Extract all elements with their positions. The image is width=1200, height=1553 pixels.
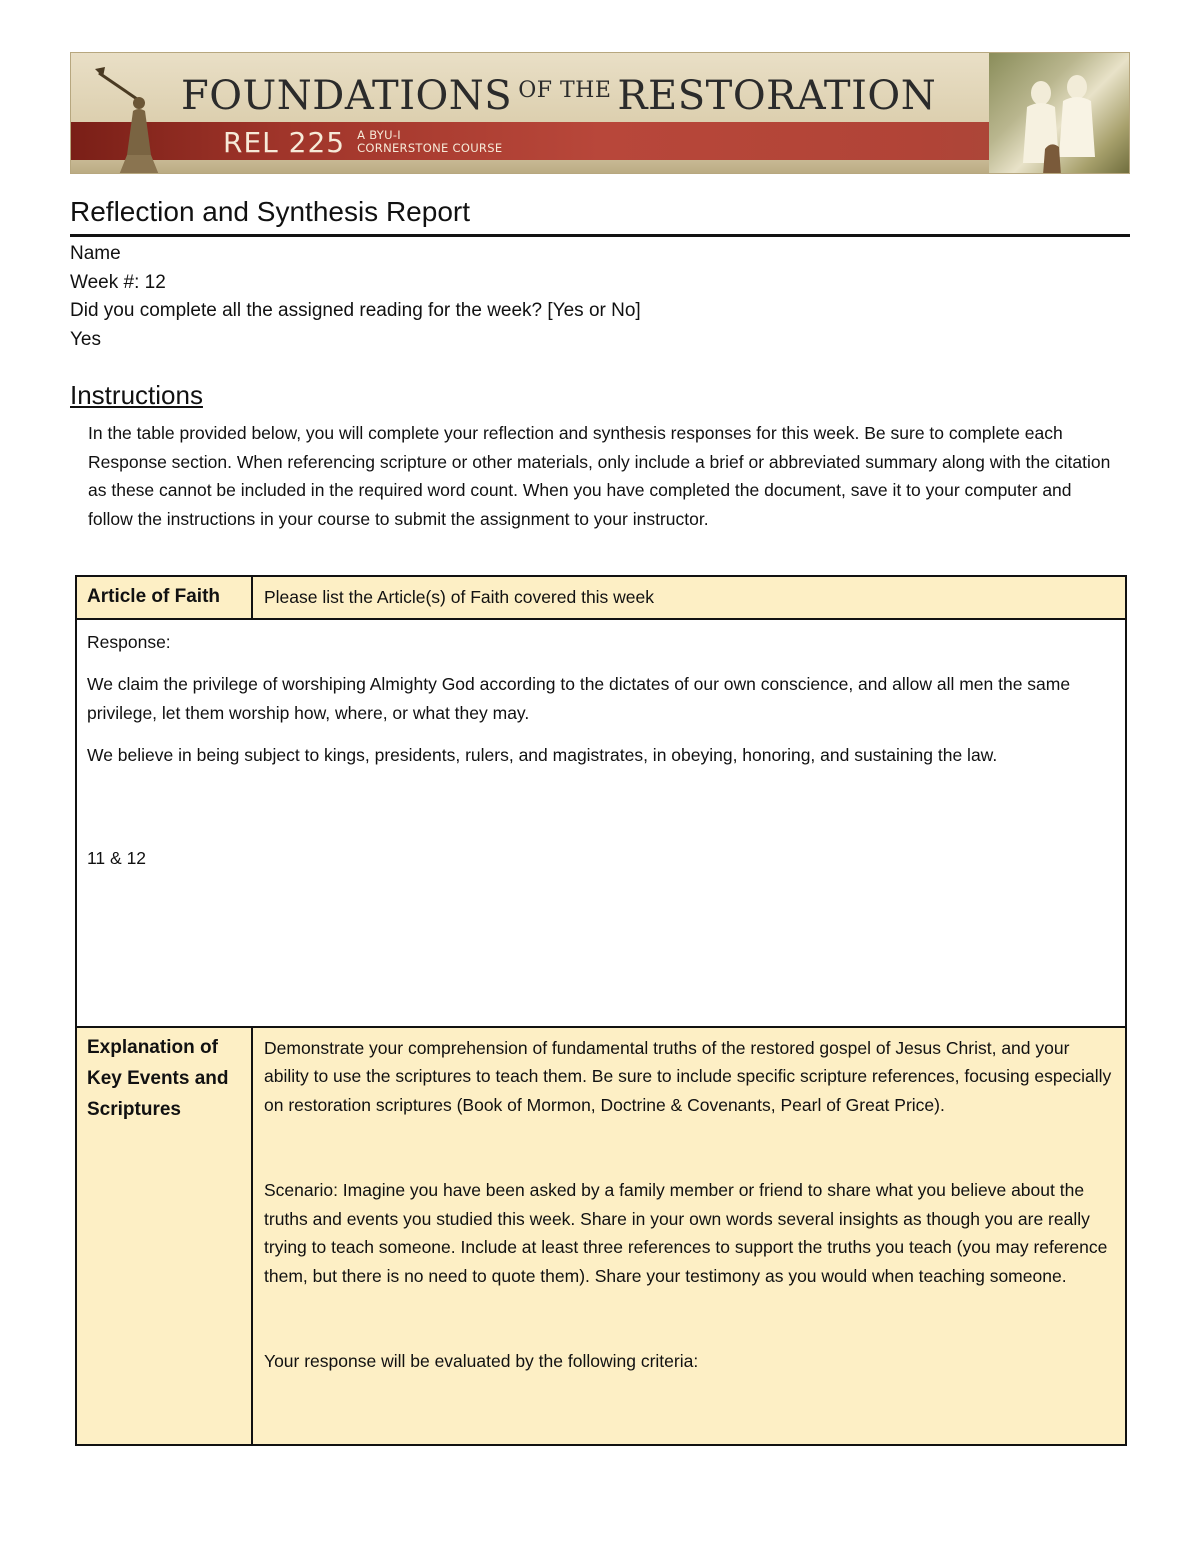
response-label: Response: bbox=[87, 631, 171, 652]
name-field[interactable]: Name bbox=[70, 243, 121, 264]
article-prompt: Please list the Article(s) of Faith covered this week bbox=[252, 576, 1126, 619]
banner-title bbox=[181, 73, 936, 117]
report-table bbox=[75, 575, 1127, 1446]
banner-title-foundations: FOUNDATIONS bbox=[181, 73, 513, 119]
explanation-row bbox=[76, 1027, 1126, 1445]
course-subtitle bbox=[357, 129, 502, 155]
explanation-criteria: Your response will be evaluated by the following criteria: bbox=[264, 1351, 699, 1371]
instructions-heading: Instructions bbox=[70, 380, 203, 410]
response-cell[interactable] bbox=[76, 619, 1126, 1027]
response-row bbox=[76, 619, 1126, 1027]
course-banner bbox=[70, 52, 1130, 174]
response-paragraph-1: We claim the privilege of worshiping Almighty God according to the dictates of our own conscience, and allow all men the same privilege, let them worship how, where, or what they may. bbox=[87, 674, 1071, 723]
article-label: Article of Faith bbox=[76, 576, 252, 619]
report-title: Reflection and Synthesis Report bbox=[70, 196, 1130, 237]
report-meta bbox=[70, 240, 641, 354]
explanation-prompt bbox=[252, 1027, 1126, 1445]
course-sub-line2: CORNERSTONE COURSE bbox=[357, 141, 503, 155]
banner-title-of-the: OF THE bbox=[518, 78, 612, 103]
explanation-label: Explanation of Key Events and Scriptures bbox=[76, 1027, 252, 1445]
banner-artwork bbox=[989, 53, 1129, 174]
reading-question: Did you complete all the assigned reading for the week? [Yes or No] bbox=[70, 300, 641, 321]
heavenly-figures-icon bbox=[989, 53, 1129, 174]
reading-answer[interactable]: Yes bbox=[70, 328, 101, 350]
week-field[interactable]: Week #: 12 bbox=[70, 271, 166, 293]
explanation-paragraph-1: Demonstrate your comprehension of fundamental truths of the restored gospel of Jesus Christ, and your ability to use the scriptures to teach them. Be sure to include specific scripture references, focusing especially on restoration scriptures (Book of Mormon, Doctrine & Covenants, Pearl of Great Price). bbox=[264, 1037, 1112, 1115]
explanation-scenario: Scenario: Imagine you have been asked by a family member or friend to share what you believe about the truths and events you studied this week. Share in your own words several insights as though you are really trying to teach someone. Include at least three references to support the truths you teach (you may reference them, but there is no need to quote them). Share your testimony as you would when teaching someone. bbox=[264, 1180, 1108, 1286]
banner-title-restoration: RESTORATION bbox=[617, 73, 937, 119]
angel-moroni-icon bbox=[89, 59, 179, 174]
course-number: REL 225 bbox=[223, 125, 346, 159]
banner-bottom-band bbox=[71, 160, 1129, 174]
course-sub-line1: A BYU-I bbox=[357, 128, 401, 142]
instructions-body: In the table provided below, you will complete your reflection and synthesis responses for this week. Be sure to complete each Response section. When referencing scripture or other materials, only include a brief or abbreviated summary along with the citation as these cannot be included in the required word count. When you have completed the document, save it to your computer and follow the instructions in your course to submit the assignment to your instructor. bbox=[88, 423, 1111, 529]
banner-course bbox=[223, 127, 502, 157]
response-paragraph-2: We believe in being subject to kings, presidents, rulers, and magistrates, in obeying, honoring, and sustaining the law. bbox=[87, 745, 998, 765]
article-row bbox=[76, 576, 1126, 619]
response-article-numbers: 11 & 12 bbox=[87, 847, 147, 868]
